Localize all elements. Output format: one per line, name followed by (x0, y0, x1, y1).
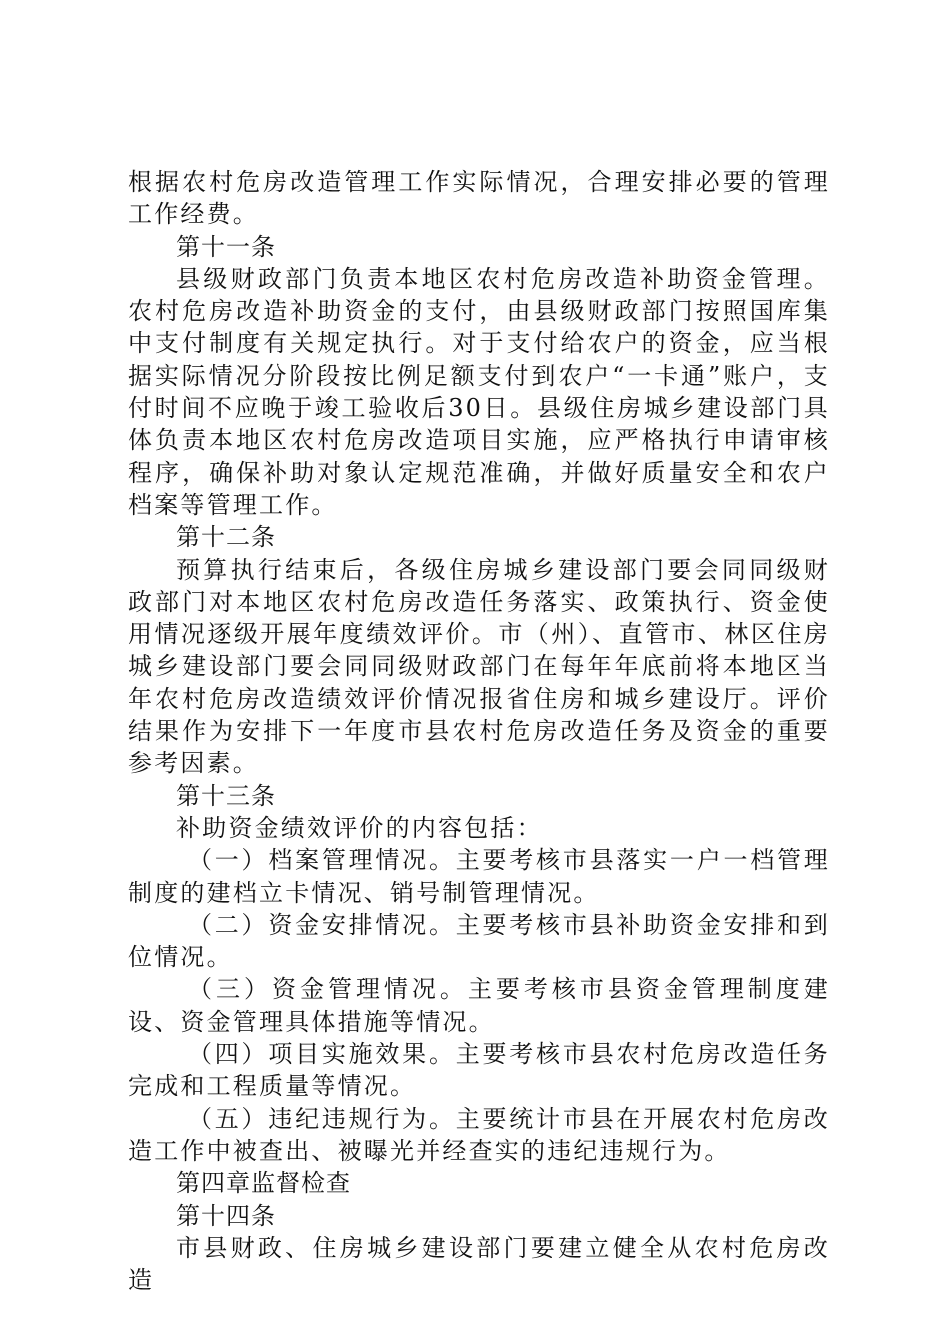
list-item: （四）项目实施效果。主要考核市县农村危房改造任务完成和工程质量等情况。 (128, 1040, 830, 1101)
paragraph: 县级财政部门负责本地区农村危房改造补助资金管理。农村危房改造补助资金的支付，由县级财政部门按照国库集中支付制度有关规定执行。对于支付给农户的资金，应当根据实际情况分阶段按比例足额支付到农户“一卡通”账户，支付时间不应晚于竣工验收后30日。县级住房城乡建设部门具体负责本地区农村危房改造项目实施，应严格执行申请审核程序，确保补助对象认定规范准确，并做好质量安全和农户档案等管理工作。 (128, 264, 830, 519)
paragraph: 补助资金绩效评价的内容包括： (176, 813, 543, 842)
document-body (128, 166, 830, 1296)
article-heading: 第十四条 (176, 1201, 276, 1230)
list-item: （五）违纪违规行为。主要统计市县在开展农村危房改造工作中被查出、被曝光并经查实的违纪违规行为。 (128, 1104, 830, 1165)
paragraph: 根据农村危房改造管理工作实际情况，合理安排必要的管理工作经费。 (128, 168, 830, 229)
article-heading: 第十一条 (176, 232, 276, 261)
chapter-heading: 第四章监督检查 (176, 1169, 351, 1198)
paragraph: 市县财政、住房城乡建设部门要建立健全从农村危房改造 (128, 1233, 830, 1295)
list-item: （一）档案管理情况。主要考核市县落实一户一档管理制度的建档立卡情况、销号制管理情况。 (128, 846, 830, 907)
paragraph: 预算执行结束后，各级住房城乡建设部门要会同同级财政部门对本地区农村危房改造任务落实、政策执行、资金使用情况逐级开展年度绩效评价。市（州）、直管市、林区住房城乡建设部门要会同同级财政部门在每年年底前将本地区当年农村危房改造绩效评价情况报省住房和城乡建设厅。评价结果作为安排下一年度市县农村危房改造任务及资金的重要参考因素。 (128, 555, 830, 778)
article-heading: 第十三条 (176, 781, 276, 810)
article-heading: 第十二条 (176, 523, 276, 552)
list-item: （三）资金管理情况。主要考核市县资金管理制度建设、资金管理具体措施等情况。 (128, 975, 830, 1036)
list-item: （二）资金安排情况。主要考核市县补助资金安排和到位情况。 (128, 910, 830, 972)
